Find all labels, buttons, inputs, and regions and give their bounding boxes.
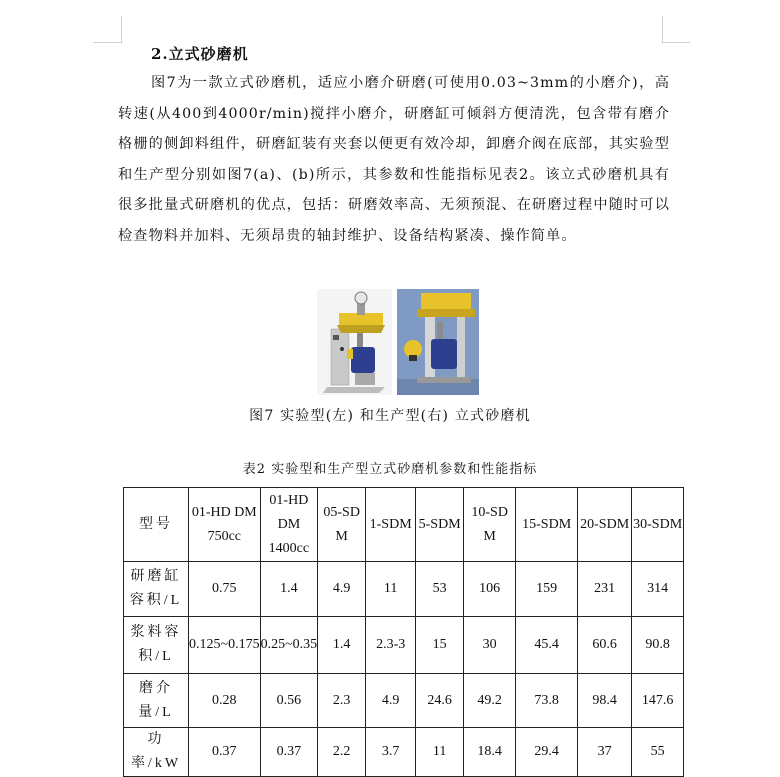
blue-grinding-chamber xyxy=(351,347,375,373)
table-row xyxy=(124,562,684,617)
header-cell: 01-HD DM 1400cc xyxy=(260,488,318,562)
table-cell: 30 xyxy=(464,617,516,674)
parameters-table xyxy=(123,487,684,777)
table-cell: 2.2 xyxy=(318,728,366,777)
table-row xyxy=(124,617,684,674)
header-cell: 1-SDM xyxy=(366,488,416,562)
table-row xyxy=(124,674,684,728)
table-caption: 表2 实验型和生产型立式砂磨机参数和性能指标 xyxy=(242,462,538,477)
table-cell: 0.25~0.35 xyxy=(260,617,318,674)
table-cell: 11 xyxy=(366,562,416,617)
table-cell: 24.6 xyxy=(416,674,464,728)
table-cell: 0.75 xyxy=(189,562,261,617)
section-heading: 2.立式砂磨机 xyxy=(151,45,249,63)
table-cell: 314 xyxy=(632,562,684,617)
table-cell: 45.4 xyxy=(516,617,578,674)
table-cell: 106 xyxy=(464,562,516,617)
table-cell: 2.3-3 xyxy=(366,617,416,674)
section-paragraph: 图7为一款立式砂磨机，适应小磨介研磨(可使用0.03~3mm的小磨介)，高转速(从400到4000r/min)搅拌小磨介，研磨缸可倾斜方便清洗，包含带有磨介格栅的侧卸料组件，研磨缸装有夹套以便更有效冷却，卸磨介阀在底部，其实验型和生产型分别如图7(a)、(b)所示，其参数和性能指标见表2。该立式砂磨机具有很多批量式研磨机的优点，包括：研磨效率高、无须预混、在研磨过程中随时可以检查物料并加料、无须昂贵的轴封维护、设备结构紧凑、操作简单。 xyxy=(118,75,670,244)
table-cell: 90.8 xyxy=(632,617,684,674)
table-cell: 18.4 xyxy=(464,728,516,777)
table-cell: 0.125~0.175 xyxy=(189,617,261,674)
table-row xyxy=(124,728,684,777)
lab-mill-photo xyxy=(317,289,392,395)
table-cell: 73.8 xyxy=(516,674,578,728)
table-cell: 147.6 xyxy=(632,674,684,728)
page-corner-mark xyxy=(121,16,122,43)
table-cell: 15 xyxy=(416,617,464,674)
header-cell: 05-SD M xyxy=(318,488,366,562)
table-cell: 0.37 xyxy=(189,728,261,777)
table-cell: 0.37 xyxy=(260,728,318,777)
page-corner-mark xyxy=(93,42,121,43)
header-cell: 10-SD M xyxy=(464,488,516,562)
row-label: 磨介量/L xyxy=(124,674,189,728)
figure-caption: 图7 实验型(左) 和生产型(右) 立式砂磨机 xyxy=(249,408,531,424)
table-cell: 1.4 xyxy=(318,617,366,674)
table-cell: 0.28 xyxy=(189,674,261,728)
table-cell: 159 xyxy=(516,562,578,617)
header-cell: 30-SDM xyxy=(632,488,684,562)
table-cell: 1.4 xyxy=(260,562,318,617)
table-cell: 2.3 xyxy=(318,674,366,728)
table-cell: 4.9 xyxy=(318,562,366,617)
production-mill-photo xyxy=(397,289,479,395)
table-cell: 4.9 xyxy=(366,674,416,728)
table-cell: 3.7 xyxy=(366,728,416,777)
table-cell: 53 xyxy=(416,562,464,617)
table-cell: 37 xyxy=(578,728,632,777)
header-cell: 5-SDM xyxy=(416,488,464,562)
table-cell: 11 xyxy=(416,728,464,777)
table-cell: 49.2 xyxy=(464,674,516,728)
header-cell: 01-HD DM 750cc xyxy=(189,488,261,562)
table-cell: 231 xyxy=(578,562,632,617)
sand-mill-photos xyxy=(317,289,479,395)
header-cell: 20-SDM xyxy=(578,488,632,562)
table-cell: 55 xyxy=(632,728,684,777)
page-corner-mark xyxy=(662,42,690,43)
header-cell: 15-SDM xyxy=(516,488,578,562)
row-label: 研磨缸容积/L xyxy=(124,562,189,617)
header-label-cell: 型号 xyxy=(124,488,189,562)
table-header-row xyxy=(124,488,684,562)
page-corner-mark xyxy=(662,16,663,43)
table-cell: 29.4 xyxy=(516,728,578,777)
table-cell: 0.56 xyxy=(260,674,318,728)
table-cell: 98.4 xyxy=(578,674,632,728)
table-cell: 60.6 xyxy=(578,617,632,674)
row-label: 功率/kW xyxy=(124,728,189,777)
row-label: 浆料容积/L xyxy=(124,617,189,674)
